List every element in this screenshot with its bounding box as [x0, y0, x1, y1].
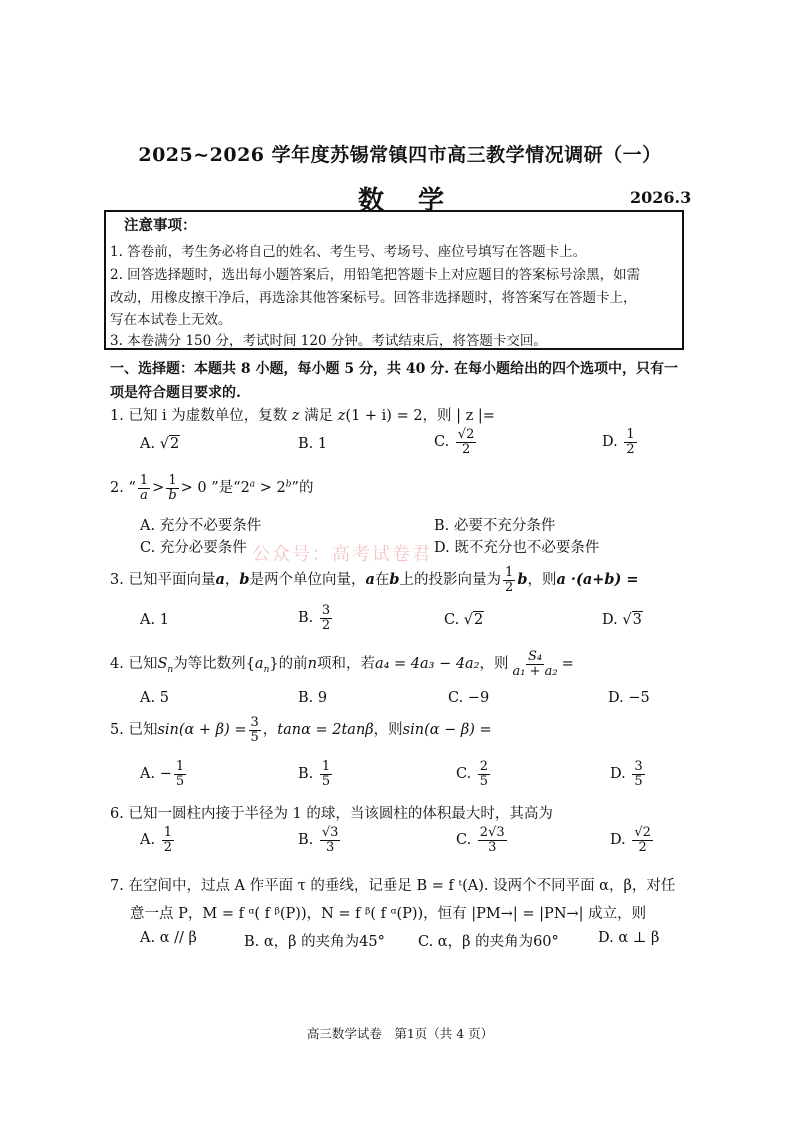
question-7-line-2: 意一点 P，M = f ᵅ( f ᵝ(P))，N = f ᵝ( f ᵅ(P))，恒有 |PM→| = |PN→| 成立，则 [130, 906, 647, 922]
fraction: $\frac{√2}{2}$ [634, 825, 651, 855]
question-number: 6. [110, 806, 124, 822]
q1-option-d[interactable]: D. $\frac{1}{2}$ [602, 427, 635, 457]
q3-option-b[interactable]: B. $\frac{3}{2}$ [298, 603, 331, 633]
q6-option-d[interactable]: D. $\frac{√2}{2}$ [610, 825, 651, 855]
math-expr: z(1 + i) = 2，则 | z |= [337, 408, 495, 424]
q6-option-a[interactable]: A. $\frac{1}{2}$ [140, 825, 172, 855]
q4-option-b[interactable]: B. 9 [298, 690, 328, 706]
fraction: $\frac{√2}{2}$ [457, 427, 475, 457]
notice-title: 注意事项： [124, 217, 197, 234]
q5-option-d[interactable]: D. $\frac{3}{5}$ [610, 759, 643, 789]
fraction: $\frac{3}{5}$ [634, 759, 643, 789]
question-3: 3. 已知平面向量a，b是两个单位向量，a在b上的投影向量为 $\frac{1}{2}$ b，则a ·(a+b) = [110, 565, 639, 595]
q3-option-a[interactable]: A. 1 [140, 612, 169, 628]
q4-option-d[interactable]: D. −5 [608, 690, 650, 706]
q3-option-d[interactable]: D. √3 [602, 612, 642, 628]
question-number: 5. [110, 722, 124, 739]
question-number: 4. [110, 656, 124, 673]
q7-option-c[interactable]: C. α，β 的夹角为60° [418, 934, 559, 950]
question-2: 2. “ $\frac{1}{a}$ > $\frac{1}{b}$ > 0 ”是“$2^a > 2^b$”的 [110, 473, 314, 503]
subject-title: 数学 [358, 186, 479, 216]
fraction: $\frac{3}{5}$ [250, 715, 259, 745]
question-number: 2. [110, 480, 124, 497]
notice-line-4: 写在本试卷上无效。 [110, 312, 232, 328]
notice-line-2: 2. 回答选择题时，选出每小题答案后，用铅笔把答题卡上对应题目的答案标号涂黑，如需 [110, 267, 641, 283]
section-heading-line-1: 一、选择题：本题共 8 小题，每小题 5 分，共 40 分. 在每小题给出的四个选项中，只有一 [110, 361, 678, 377]
fraction: $\frac{2√3}{3}$ [479, 825, 505, 855]
fraction: $\frac{1}{a}$ [139, 473, 149, 503]
question-6: 6. 已知一圆柱内接于半径为 1 的球，当该圆柱的体积最大时，其高为 [110, 806, 553, 822]
fraction: $\frac{1}{2}$ [626, 427, 635, 457]
q5-option-b[interactable]: B. $\frac{1}{5}$ [298, 759, 331, 789]
question-text: 已知 i 为虚数单位，复数 [128, 408, 288, 424]
fraction: $\frac{√3}{3}$ [321, 825, 339, 855]
question-number: 7. [110, 878, 124, 894]
q7-option-a[interactable]: A. α // β [140, 930, 197, 946]
question-4: 4. 已知$S_n$为等比数列$\{a_n\}$的前n项和，若a₄ = 4a₃ − 4a₂，则 $\frac{\text{S₄}}{\text{a₁ + a₂}}$ = [110, 649, 574, 679]
fraction: $\frac{1}{2}$ [505, 565, 514, 595]
notice-line-3: 改动，用橡皮擦干净后，再选涂其他答案标号。回答非选择题时，将答案写在答题卡上， [110, 290, 637, 306]
q2-option-b[interactable]: B. 必要不充分条件 [434, 518, 556, 534]
question-1 [110, 404, 495, 425]
q6-option-c[interactable]: C. $\frac{2√3}{3}$ [456, 825, 505, 855]
q5-option-c[interactable]: C. $\frac{2}{5}$ [456, 759, 489, 789]
sqrt-expr: √2 [463, 612, 484, 628]
q6-option-b[interactable]: B. $\frac{√3}{3}$ [298, 825, 339, 855]
fraction: $\frac{1}{5}$ [175, 759, 185, 789]
question-number: 1. [110, 408, 124, 424]
question-7 [110, 874, 675, 895]
page-footer: 高三数学试卷 第1页（共 4 页） [306, 1026, 494, 1041]
fraction: $\frac{1}{b}$ [168, 473, 177, 503]
q2-option-a[interactable]: A. 充分不必要条件 [140, 518, 262, 534]
notice-line-1: 1. 答卷前，考生务必将自己的姓名、考生号、考场号、座位号填写在答题卡上。 [110, 244, 587, 260]
q5-option-a[interactable]: A. − $\frac{1}{5}$ [140, 759, 185, 789]
q2-option-c[interactable]: C. 充分必要条件 [140, 540, 247, 556]
q7-option-d[interactable]: D. α ⊥ β [598, 930, 660, 946]
question-text: 在空间中，过点 A 作平面 τ 的垂线，记垂足 B = f ᵗ(A). 设两个不同平面 α，β，对任 [128, 878, 676, 894]
math-var: z [291, 408, 300, 424]
sqrt-expr: √2 [159, 436, 180, 452]
question-number: 3. [110, 572, 124, 589]
q4-option-a[interactable]: A. 5 [140, 690, 169, 706]
q7-option-b[interactable]: B. α，β 的夹角为45° [244, 934, 385, 950]
exam-date: 2026.3 [630, 188, 692, 207]
q1-option-b[interactable]: B. 1 [298, 436, 328, 452]
section-heading-line-2: 项是符合题目要求的. [110, 385, 241, 401]
q2-option-d[interactable]: D. 既不充分也不必要条件 [434, 540, 600, 556]
fraction: $\frac{2}{5}$ [479, 759, 489, 789]
q1-option-a[interactable]: A. √2 [140, 436, 180, 452]
q1-option-c[interactable]: C. $\frac{√2}{2}$ [434, 427, 475, 457]
fraction: $\frac{3}{2}$ [321, 603, 331, 633]
sqrt-expr: √3 [622, 612, 642, 628]
question-text: 满足 [304, 408, 334, 424]
notice-line-5: 3. 本卷满分 150 分，考试时间 120 分钟。考试结束后，将答题卡交回。 [110, 333, 547, 349]
watermark: 公众号：高考试卷君 [252, 544, 432, 565]
fraction: $\frac{1}{2}$ [163, 825, 172, 855]
question-5: 5. 已知sin(α + β) = $\frac{3}{5}$ ，tanα = 2tanβ，则sin(α − β) = [110, 715, 492, 745]
exam-title: 2025~2026 学年度苏锡常镇四市高三教学情况调研（一） [138, 144, 662, 166]
fraction: $\frac{\text{S₄}}{\text{a₁ + a₂}}$ [512, 649, 558, 679]
q4-option-c[interactable]: C. −9 [448, 690, 490, 706]
q3-option-c[interactable]: C. √2 [444, 612, 484, 628]
fraction: $\frac{1}{5}$ [321, 759, 331, 789]
